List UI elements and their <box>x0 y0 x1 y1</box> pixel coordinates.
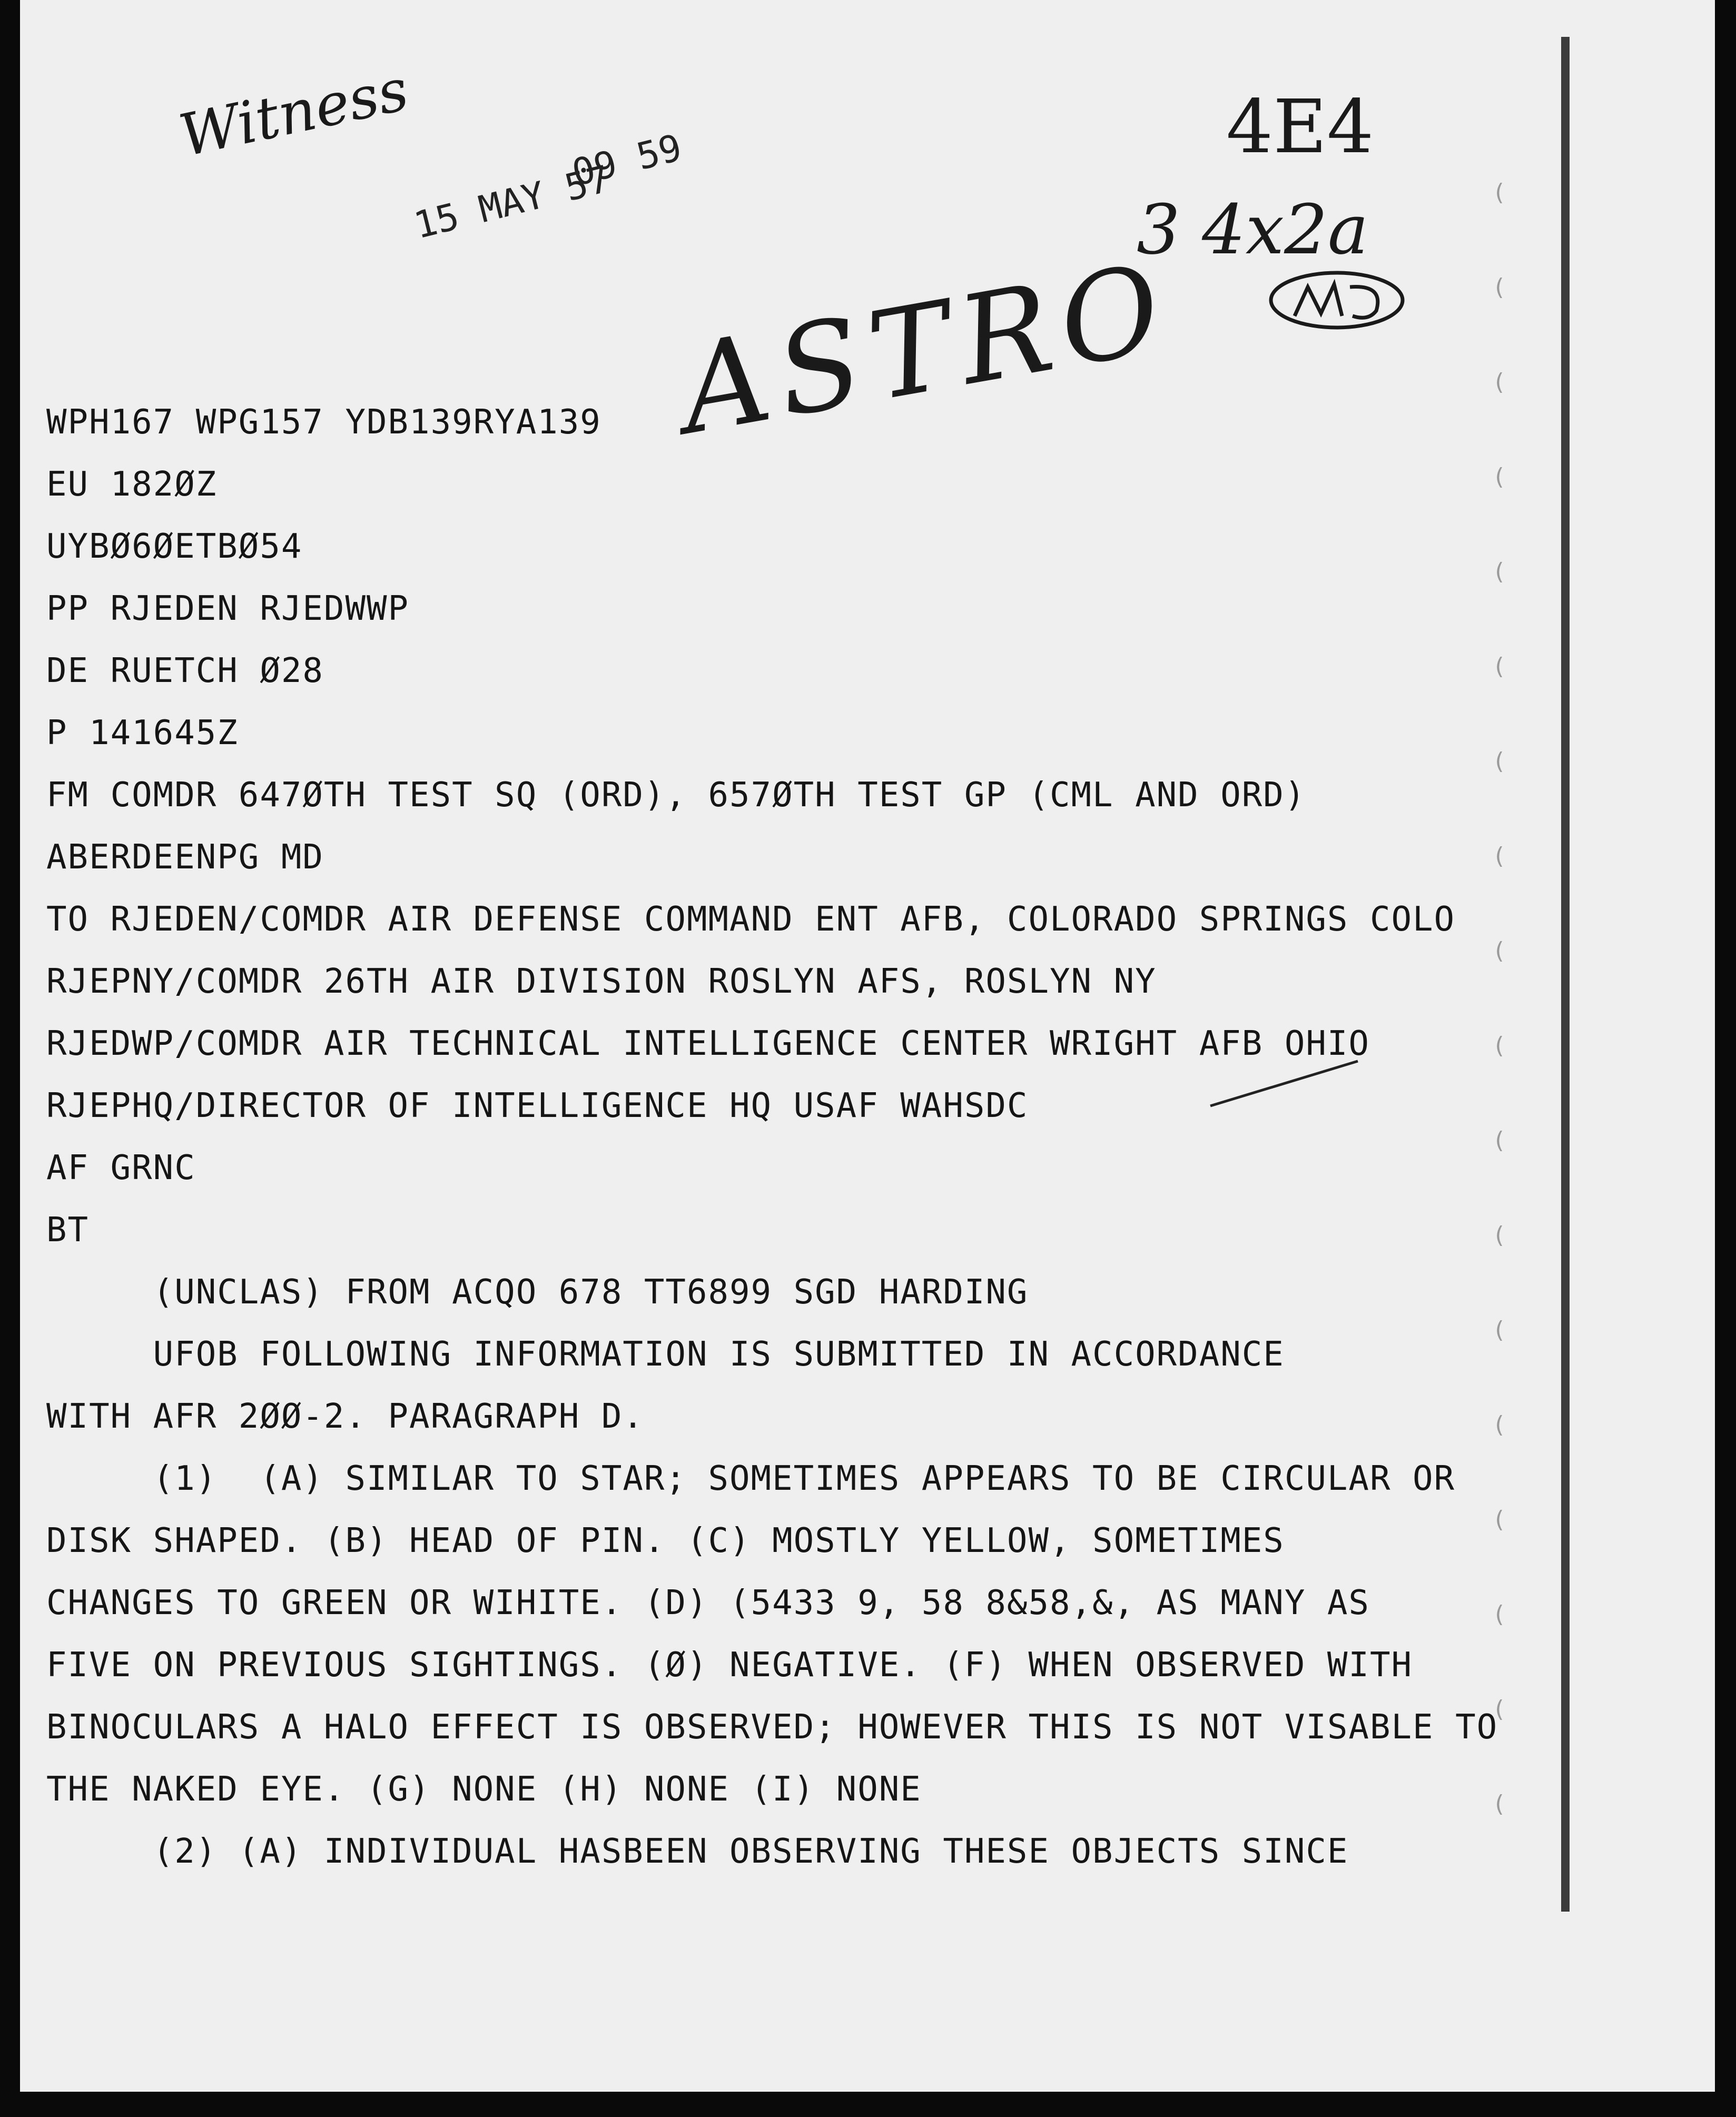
body-line-5: DISK SHAPED. (B) HEAD OF PIN. (C) MOSTLY YELLOW, SOMETIMES <box>46 1521 1285 1560</box>
body-line-10: (2) (A) INDIVIDUAL HASBEEN OBSERVING THESE OBJECTS SINCE <box>46 1832 1349 1871</box>
routing-line-1: WPH167 WPG157 YDB139RYA139 <box>46 403 601 442</box>
to-line-3: RJEDWP/COMDR AIR TECHNICAL INTELLIGENCE CENTER WRIGHT AFB OHIO <box>46 1024 1370 1063</box>
body-line-7: FIVE ON PREVIOUS SIGHTINGS. (Ø) NEGATIVE. (F) WHEN OBSERVED WITH <box>46 1646 1413 1685</box>
body-line-2: UFOB FOLLOWING INFORMATION IS SUBMITTED IN ACCORDANCE <box>46 1335 1285 1374</box>
routing-line-2: EU 182ØZ <box>46 465 218 504</box>
teletype-page <box>20 0 1715 2092</box>
time-stamp: 09 59 <box>568 126 686 195</box>
routing-line-3: UYBØ6ØETBØ54 <box>46 527 303 566</box>
body-line-1: (UNCLAS) FROM ACQO 678 TT6899 SGD HARDING <box>46 1273 1029 1312</box>
to-line-1: TO RJEDEN/COMDR AIR DEFENSE COMMAND ENT AFB, COLORADO SPRINGS COLO <box>46 900 1456 939</box>
category-handwriting: ASTRO <box>669 237 1181 462</box>
datetime-group: P 141645Z <box>46 714 239 753</box>
to-line-2: RJEPNY/COMDR 26TH AIR DIVISION ROSLYN AFS, ROSLYN NY <box>46 962 1157 1001</box>
body-line-3: WITH AFR 2ØØ-2. PARAGRAPH D. <box>46 1397 644 1436</box>
margin-feed-marks: ( ( ( ( ( ( ( ( ( ( ( ( ( ( ( ( ( ( <box>1492 179 1506 1817</box>
bt-marker: BT <box>46 1211 90 1250</box>
body-line-4: (1) (A) SIMILAR TO STAR; SOMETIMES APPEARS TO BE CIRCULAR OR <box>46 1459 1456 1498</box>
from-location: ABERDEENPG MD <box>46 838 324 877</box>
initials-mark <box>1263 263 1416 342</box>
body-line-9: THE NAKED EYE. (G) NONE (H) NONE (I) NONE <box>46 1770 922 1809</box>
from-line: FM COMDR 647ØTH TEST SQ (ORD), 657ØTH TEST GP (CML AND ORD) <box>46 776 1306 815</box>
af-grnc: AF GRNC <box>46 1149 196 1188</box>
routing-line-5: DE RUETCH Ø28 <box>46 651 324 690</box>
file-ref-handwriting: 3 4x2a <box>1137 190 1369 270</box>
body-line-6: CHANGES TO GREEN OR WIHITE. (D) (5433 9, 58 8&58,&, AS MANY AS <box>46 1584 1370 1623</box>
to-line-4: RJEPHQ/DIRECTOR OF INTELLIGENCE HQ USAF WAHSDC <box>46 1086 1029 1125</box>
body-line-8: BINOCULARS A HALO EFFECT IS OBSERVED; HOWEVER THIS IS NOT VISABLE TO <box>46 1708 1498 1747</box>
file-code-handwriting: 4E4 <box>1226 84 1374 170</box>
routing-line-4: PP RJEDEN RJEDWWP <box>46 589 410 628</box>
date-stamp: 15 MAY 57 <box>410 157 614 248</box>
page-edge-line <box>1561 37 1570 1912</box>
witness-handwriting: Witness <box>173 55 414 170</box>
